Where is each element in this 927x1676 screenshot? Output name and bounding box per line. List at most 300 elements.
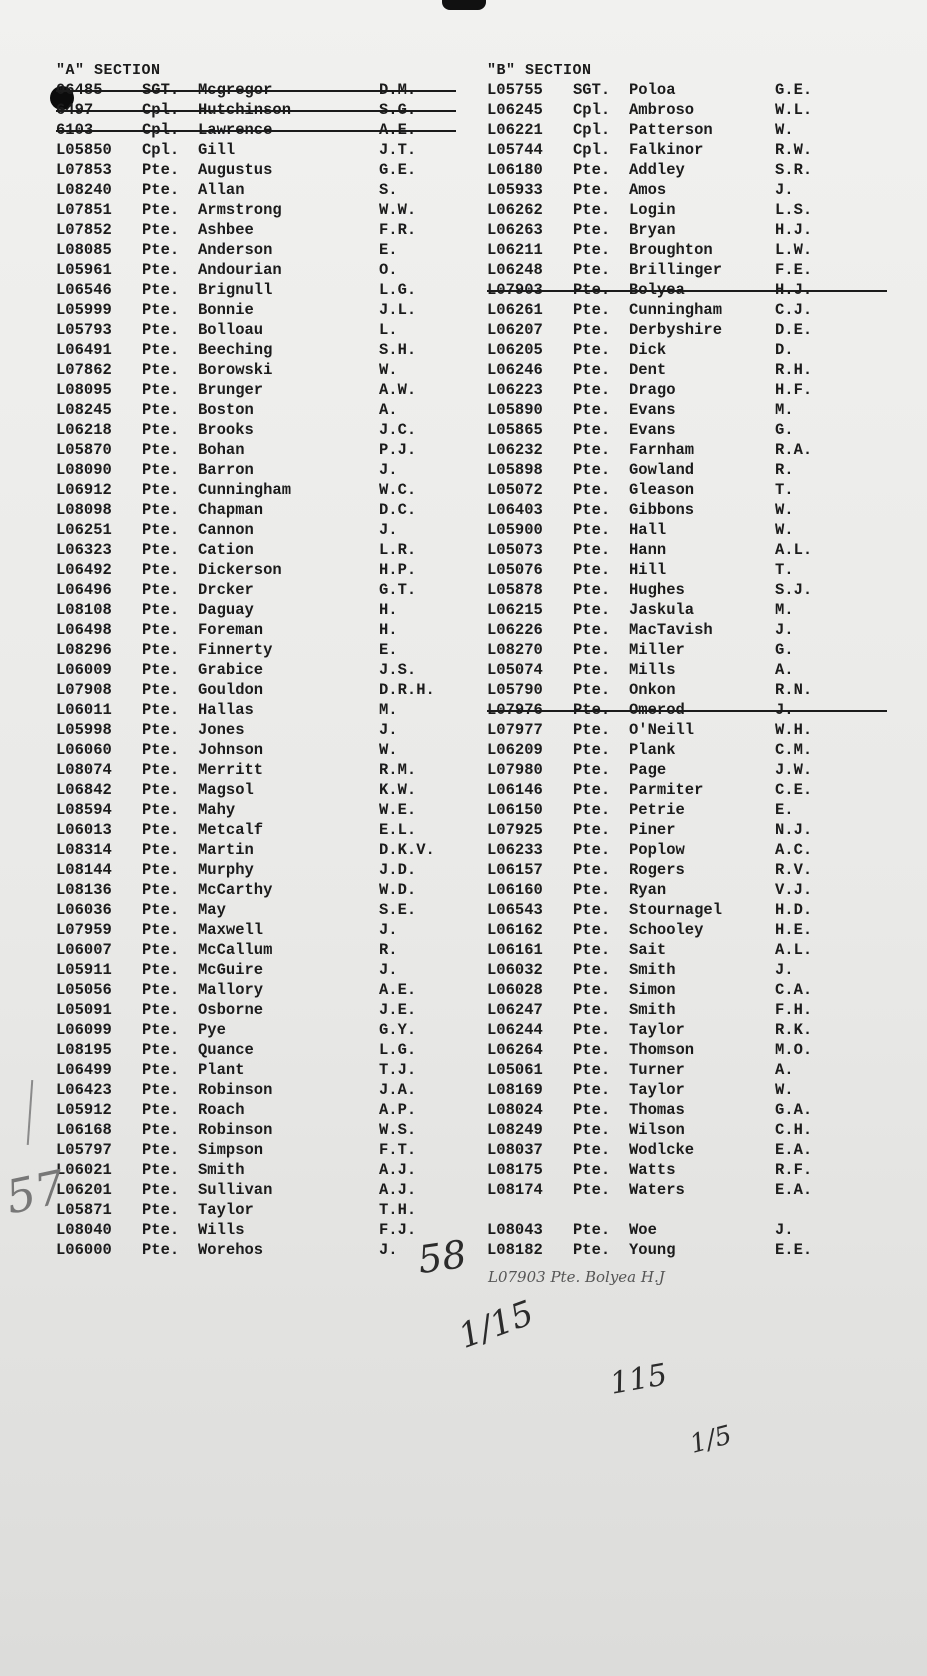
roster-init: C.E. xyxy=(775,781,813,799)
roster-init: J.D. xyxy=(379,861,417,879)
roster-num: L08024 xyxy=(487,1101,543,1119)
roster-rank: Pte. xyxy=(573,701,611,719)
roster-num: L06168 xyxy=(56,1121,112,1139)
roster-name: Wills xyxy=(198,1221,245,1239)
roster-name: Evans xyxy=(629,401,676,419)
roster-row xyxy=(487,160,907,180)
roster-rank: Pte. xyxy=(142,301,180,319)
roster-rank: Pte. xyxy=(142,1121,180,1139)
roster-row xyxy=(487,1240,907,1260)
roster-row xyxy=(487,1000,907,1020)
roster-rank: Pte. xyxy=(573,601,611,619)
roster-init: R.V. xyxy=(775,861,813,879)
roster-rank: Pte. xyxy=(573,1041,611,1059)
roster-rank: Pte. xyxy=(573,641,611,659)
roster-name: McCarthy xyxy=(198,881,273,899)
roster-num: L05091 xyxy=(56,1001,112,1019)
roster-row xyxy=(487,320,907,340)
roster-init: M.O. xyxy=(775,1041,813,1059)
roster-num: L05074 xyxy=(487,661,543,679)
roster-row xyxy=(56,920,476,940)
roster-name: Wodlcke xyxy=(629,1141,695,1159)
roster-init: W. xyxy=(775,1081,794,1099)
roster-row xyxy=(487,920,907,940)
roster-rank: Pte. xyxy=(142,481,180,499)
roster-rank: Pte. xyxy=(573,821,611,839)
roster-init: H.J. xyxy=(775,221,813,239)
roster-rank: Pte. xyxy=(573,861,611,879)
roster-rank: Pte. xyxy=(573,1121,611,1139)
roster-init: J. xyxy=(379,521,398,539)
roster-num: L06248 xyxy=(487,261,543,279)
roster-name: Allan xyxy=(198,181,245,199)
roster-init: J.A. xyxy=(379,1081,417,1099)
roster-row xyxy=(487,520,907,540)
roster-num: L06215 xyxy=(487,601,543,619)
roster-name: Bolyea xyxy=(629,281,685,299)
roster-row xyxy=(56,780,476,800)
roster-init: J. xyxy=(775,961,794,979)
roster-init: J.W. xyxy=(775,761,813,779)
roster-num: L06403 xyxy=(487,501,543,519)
roster-name: Schooley xyxy=(629,921,704,939)
roster-rank: Pte. xyxy=(142,1141,180,1159)
roster-row xyxy=(56,360,476,380)
roster-rank: Pte. xyxy=(573,981,611,999)
roster-num: L08174 xyxy=(487,1181,543,1199)
roster-row xyxy=(56,1020,476,1040)
roster-name: Plant xyxy=(198,1061,245,1079)
roster-name: Taylor xyxy=(629,1021,685,1039)
roster-rank: Pte. xyxy=(142,201,180,219)
roster-num: 6103 xyxy=(56,121,94,139)
roster-name: Petrie xyxy=(629,801,685,819)
roster-row xyxy=(487,100,907,120)
roster-row xyxy=(56,320,476,340)
roster-num: L06205 xyxy=(487,341,543,359)
roster-row xyxy=(487,980,907,1000)
roster-name: Mcgregor xyxy=(198,81,273,99)
roster-num: L08169 xyxy=(487,1081,543,1099)
roster-row xyxy=(487,900,907,920)
roster-init: E. xyxy=(379,641,398,659)
roster-row xyxy=(56,620,476,640)
roster-rank: Pte. xyxy=(142,961,180,979)
roster-num: 6497 xyxy=(56,101,94,119)
roster-rank: Pte. xyxy=(573,881,611,899)
roster-name: Smith xyxy=(629,1001,676,1019)
handwritten-left-count: 57 xyxy=(1,1159,70,1225)
roster-row xyxy=(487,580,907,600)
roster-row xyxy=(487,80,907,100)
roster-init: G.T. xyxy=(379,581,417,599)
roster-rank: SGT. xyxy=(573,81,611,99)
roster-num: L06157 xyxy=(487,861,543,879)
roster-init: G.Y. xyxy=(379,1021,417,1039)
roster-name: Mahy xyxy=(198,801,236,819)
roster-row xyxy=(487,760,907,780)
roster-name: Brooks xyxy=(198,421,254,439)
roster-num: L06223 xyxy=(487,381,543,399)
roster-name: Cunningham xyxy=(629,301,723,319)
roster-init: J.L. xyxy=(379,301,417,319)
roster-name: Bryan xyxy=(629,221,676,239)
roster-row xyxy=(487,960,907,980)
roster-name: Page xyxy=(629,761,667,779)
roster-row xyxy=(56,1240,476,1260)
roster-init: L.G. xyxy=(379,281,417,299)
roster-num: L08098 xyxy=(56,501,112,519)
roster-rank: Pte. xyxy=(573,201,611,219)
roster-num: L05865 xyxy=(487,421,543,439)
roster-name: Daguay xyxy=(198,601,254,619)
roster-rank: Pte. xyxy=(573,1021,611,1039)
roster-rank: Cpl. xyxy=(142,121,180,139)
roster-init: D.M. xyxy=(379,81,417,99)
roster-num: L06245 xyxy=(487,101,543,119)
roster-name: Patterson xyxy=(629,121,713,139)
roster-init: R.H. xyxy=(775,361,813,379)
roster-row xyxy=(56,200,476,220)
roster-init: S. xyxy=(379,181,398,199)
roster-row xyxy=(56,900,476,920)
roster-rank: Pte. xyxy=(142,621,180,639)
roster-num: L06912 xyxy=(56,481,112,499)
roster-name: Johnson xyxy=(198,741,264,759)
roster-num: L06233 xyxy=(487,841,543,859)
roster-name: Thomson xyxy=(629,1041,695,1059)
roster-num: L05911 xyxy=(56,961,112,979)
roster-num: L05871 xyxy=(56,1201,112,1219)
handwritten-right-mark: 1/5 xyxy=(686,1420,736,1460)
roster-name: Robinson xyxy=(198,1081,273,1099)
roster-num: L06007 xyxy=(56,941,112,959)
roster-rank: Pte. xyxy=(142,1241,180,1259)
roster-row xyxy=(56,660,476,680)
roster-init: H.P. xyxy=(379,561,417,579)
roster-rank: Pte. xyxy=(142,921,180,939)
roster-num: L07980 xyxy=(487,761,543,779)
roster-rank: Pte. xyxy=(142,661,180,679)
roster-rank: Pte. xyxy=(142,221,180,239)
roster-row xyxy=(56,760,476,780)
roster-row xyxy=(487,440,907,460)
roster-name: Quance xyxy=(198,1041,254,1059)
roster-init: R.W. xyxy=(775,141,813,159)
roster-num: L07862 xyxy=(56,361,112,379)
roster-row xyxy=(487,1120,907,1140)
roster-row xyxy=(56,100,476,120)
roster-init: L. xyxy=(379,321,398,339)
roster-init: J. xyxy=(775,701,794,719)
roster-rank: Pte. xyxy=(573,741,611,759)
roster-name: Ambroso xyxy=(629,101,695,119)
roster-name: Lawrence xyxy=(198,121,273,139)
roster-rank: Pte. xyxy=(573,901,611,919)
roster-num: L05933 xyxy=(487,181,543,199)
roster-name: Poloa xyxy=(629,81,676,99)
roster-name: Dick xyxy=(629,341,667,359)
roster-rank: Pte. xyxy=(573,1221,611,1239)
roster-num: L08240 xyxy=(56,181,112,199)
roster-rank: Pte. xyxy=(142,501,180,519)
roster-name: Login xyxy=(629,201,676,219)
roster-init: P.J. xyxy=(379,441,417,459)
roster-name: Onkon xyxy=(629,681,676,699)
roster-row xyxy=(56,480,476,500)
roster-row xyxy=(487,1200,907,1220)
roster-init: W.E. xyxy=(379,801,417,819)
roster-name: Amos xyxy=(629,181,667,199)
roster-init: J.S. xyxy=(379,661,417,679)
roster-name: Robinson xyxy=(198,1121,273,1139)
roster-num: L06160 xyxy=(487,881,543,899)
roster-rank: Pte. xyxy=(142,721,180,739)
roster-name: MacTavish xyxy=(629,621,713,639)
roster-rank: Pte. xyxy=(573,421,611,439)
roster-init: A.J. xyxy=(379,1161,417,1179)
roster-name: Sait xyxy=(629,941,667,959)
roster-name: Hann xyxy=(629,541,667,559)
roster-row xyxy=(487,660,907,680)
roster-row xyxy=(487,180,907,200)
roster-rank: Pte. xyxy=(573,581,611,599)
roster-num: L05898 xyxy=(487,461,543,479)
roster-num: L06036 xyxy=(56,901,112,919)
roster-rank: Pte. xyxy=(142,1101,180,1119)
roster-num: L06232 xyxy=(487,441,543,459)
roster-rank: Pte. xyxy=(573,1081,611,1099)
roster-name: Grabice xyxy=(198,661,264,679)
roster-rank: Pte. xyxy=(573,501,611,519)
roster-name: Smith xyxy=(629,961,676,979)
roster-init: J. xyxy=(775,621,794,639)
roster-init: C.A. xyxy=(775,981,813,999)
roster-rank: Pte. xyxy=(142,901,180,919)
roster-rank: Pte. xyxy=(573,961,611,979)
roster-row xyxy=(56,1120,476,1140)
roster-name: Roach xyxy=(198,1101,245,1119)
roster-init: D.E. xyxy=(775,321,813,339)
roster-init: W. xyxy=(775,501,794,519)
roster-num: L08095 xyxy=(56,381,112,399)
roster-name: Cannon xyxy=(198,521,254,539)
roster-rank: Cpl. xyxy=(573,101,611,119)
roster-row xyxy=(487,640,907,660)
roster-row xyxy=(56,240,476,260)
roster-name: Gleason xyxy=(629,481,695,499)
roster-rank: Pte. xyxy=(573,541,611,559)
roster-rank: Pte. xyxy=(142,841,180,859)
roster-init: G.A. xyxy=(775,1101,813,1119)
roster-init: J. xyxy=(379,721,398,739)
roster-rank: Pte. xyxy=(573,461,611,479)
roster-row xyxy=(487,560,907,580)
roster-rank: Pte. xyxy=(142,1161,180,1179)
roster-row xyxy=(487,1080,907,1100)
roster-num: L08594 xyxy=(56,801,112,819)
roster-rank: Pte. xyxy=(142,741,180,759)
roster-rank: Pte. xyxy=(142,1221,180,1239)
roster-name: Plank xyxy=(629,741,676,759)
roster-name: Waters xyxy=(629,1181,685,1199)
roster-name: Stournagel xyxy=(629,901,723,919)
roster-row xyxy=(56,180,476,200)
roster-rank: Pte. xyxy=(142,861,180,879)
roster-rank: Pte. xyxy=(142,381,180,399)
roster-num: L06021 xyxy=(56,1161,112,1179)
roster-rank: Pte. xyxy=(573,661,611,679)
roster-num: L08108 xyxy=(56,601,112,619)
roster-name: Mills xyxy=(629,661,676,679)
roster-row xyxy=(487,240,907,260)
roster-row xyxy=(56,1200,476,1220)
roster-num: L06492 xyxy=(56,561,112,579)
roster-num: L06247 xyxy=(487,1001,543,1019)
roster-row xyxy=(56,880,476,900)
roster-rank: Pte. xyxy=(573,521,611,539)
roster-row xyxy=(56,640,476,660)
roster-row xyxy=(56,1080,476,1100)
roster-row xyxy=(56,440,476,460)
roster-name: Gowland xyxy=(629,461,695,479)
roster-row xyxy=(56,140,476,160)
roster-row xyxy=(56,220,476,240)
roster-num: L05878 xyxy=(487,581,543,599)
roster-row xyxy=(487,880,907,900)
roster-name: Maxwell xyxy=(198,921,264,939)
roster-row xyxy=(56,860,476,880)
roster-init: W. xyxy=(379,361,398,379)
roster-init: W.C. xyxy=(379,481,417,499)
roster-init: A.C. xyxy=(775,841,813,859)
roster-name: Dickerson xyxy=(198,561,282,579)
roster-init: G.E. xyxy=(775,81,813,99)
roster-num: L06499 xyxy=(56,1061,112,1079)
roster-rank: Pte. xyxy=(142,341,180,359)
roster-name: Hill xyxy=(629,561,667,579)
roster-row xyxy=(487,680,907,700)
roster-init: W. xyxy=(379,741,398,759)
roster-row xyxy=(56,960,476,980)
roster-name: Ashbee xyxy=(198,221,254,239)
roster-num: L08037 xyxy=(487,1141,543,1159)
roster-row xyxy=(487,600,907,620)
roster-row xyxy=(56,940,476,960)
roster-num: L06099 xyxy=(56,1021,112,1039)
roster-rank: Pte. xyxy=(142,681,180,699)
roster-num: L06013 xyxy=(56,821,112,839)
roster-name: Broughton xyxy=(629,241,713,259)
roster-num: L06323 xyxy=(56,541,112,559)
roster-num: L05999 xyxy=(56,301,112,319)
roster-row xyxy=(487,720,907,740)
roster-rank: Pte. xyxy=(573,361,611,379)
roster-num: L08296 xyxy=(56,641,112,659)
roster-num: L05870 xyxy=(56,441,112,459)
roster-init: M. xyxy=(775,401,794,419)
roster-row xyxy=(56,460,476,480)
roster-row xyxy=(487,1220,907,1240)
roster-num: L05912 xyxy=(56,1101,112,1119)
roster-name: Cunningham xyxy=(198,481,292,499)
roster-init: G. xyxy=(775,421,794,439)
roster-rank: Pte. xyxy=(573,481,611,499)
roster-num: L08249 xyxy=(487,1121,543,1139)
roster-rank: Pte. xyxy=(142,561,180,579)
roster-num: L06162 xyxy=(487,921,543,939)
roster-init: A. xyxy=(379,401,398,419)
roster-rank: Pte. xyxy=(142,781,180,799)
roster-rank: Pte. xyxy=(142,1001,180,1019)
roster-rank: Pte. xyxy=(573,841,611,859)
roster-row xyxy=(487,460,907,480)
roster-row xyxy=(487,300,907,320)
roster-row xyxy=(487,1040,907,1060)
roster-rank: Pte. xyxy=(573,1161,611,1179)
roster-row xyxy=(487,220,907,240)
roster-num: L06028 xyxy=(487,981,543,999)
roster-rank: Pte. xyxy=(573,161,611,179)
roster-name: Hallas xyxy=(198,701,254,719)
roster-rank: Pte. xyxy=(142,281,180,299)
roster-init: E.A. xyxy=(775,1141,813,1159)
roster-name: Omerod xyxy=(629,701,685,719)
roster-row xyxy=(487,500,907,520)
roster-rank: Pte. xyxy=(142,701,180,719)
roster-name: Hutchinson xyxy=(198,101,292,119)
roster-name: Sullivan xyxy=(198,1181,273,1199)
roster-num: L06263 xyxy=(487,221,543,239)
roster-row xyxy=(56,1100,476,1120)
roster-name: Taylor xyxy=(198,1201,254,1219)
roster-name: Falkinor xyxy=(629,141,704,159)
roster-row xyxy=(487,1160,907,1180)
roster-name: Hughes xyxy=(629,581,685,599)
roster-row xyxy=(56,280,476,300)
roster-num: L08090 xyxy=(56,461,112,479)
roster-name: Taylor xyxy=(629,1081,685,1099)
roster-num: L05890 xyxy=(487,401,543,419)
roster-rank: Pte. xyxy=(142,421,180,439)
roster-name: Ryan xyxy=(629,881,667,899)
roster-name: McGuire xyxy=(198,961,264,979)
roster-rank: Pte. xyxy=(142,261,180,279)
roster-rank: Pte. xyxy=(142,1201,180,1219)
roster-name: Bohan xyxy=(198,441,245,459)
handwritten-tally: 115 xyxy=(607,1357,670,1402)
roster-rank: SGT. xyxy=(142,81,180,99)
roster-name: Simpson xyxy=(198,1141,264,1159)
roster-row xyxy=(487,700,907,720)
roster-num: L07959 xyxy=(56,921,112,939)
roster-init: W.S. xyxy=(379,1121,417,1139)
roster-num: L06218 xyxy=(56,421,112,439)
roster-name: Gill xyxy=(198,141,236,159)
roster-num: L07851 xyxy=(56,201,112,219)
roster-rank: Pte. xyxy=(573,561,611,579)
roster-num: L08175 xyxy=(487,1161,543,1179)
roster-num: L08074 xyxy=(56,761,112,779)
roster-row xyxy=(56,840,476,860)
roster-name: Drago xyxy=(629,381,676,399)
roster-rank: Pte. xyxy=(573,681,611,699)
roster-row xyxy=(56,1160,476,1180)
roster-row xyxy=(56,980,476,1000)
roster-num: L08043 xyxy=(487,1221,543,1239)
roster-rank: Cpl. xyxy=(142,141,180,159)
roster-init: T. xyxy=(775,561,794,579)
